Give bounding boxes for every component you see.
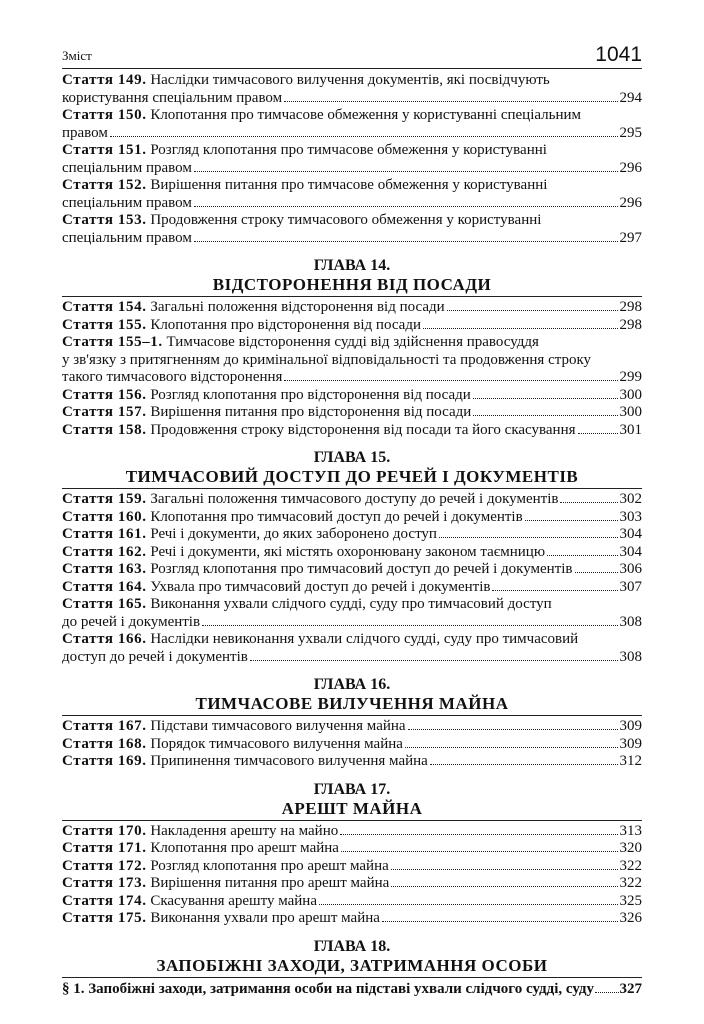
- entry-first-line: [62, 334, 642, 352]
- dot-leader: [250, 660, 618, 661]
- dot-leader: [194, 206, 618, 207]
- toc-entry[interactable]: [62, 875, 642, 893]
- toc-entry[interactable]: [62, 387, 642, 405]
- toc-entry[interactable]: [62, 107, 642, 142]
- entry-text-line: [62, 736, 403, 754]
- page-number: 304: [619, 526, 642, 542]
- entry-first-line: [62, 177, 642, 195]
- article-title-part1: Виконання ухвали слідчого судді, суду про тимчасовий доступ: [150, 596, 552, 612]
- page-number: 307: [619, 578, 642, 595]
- page-number: 322: [619, 875, 642, 891]
- article-number: Стаття 174.: [62, 892, 147, 909]
- dot-leader: [575, 572, 618, 573]
- entry-first-line: [62, 596, 642, 614]
- article-title-part1: Наслідки тимчасового вилучення документів, які посвідчують: [150, 72, 550, 88]
- article-number: Стаття 157.: [62, 404, 147, 420]
- dot-leader: [319, 904, 618, 905]
- chapter-rule: [62, 715, 642, 716]
- dot-leader: [110, 136, 618, 137]
- page-number: 308: [619, 648, 642, 665]
- article-title-part2: такого тимчасового відсторонення: [62, 369, 283, 385]
- entry-text-line: [62, 840, 339, 858]
- article-title-part-middle: у зв'язку з притягненням до кримінальної відповідальності та продовження строку: [62, 351, 592, 368]
- page-number: 303: [619, 508, 642, 525]
- dot-leader: [391, 886, 617, 887]
- header-page-number: 1041: [589, 43, 642, 67]
- toc-entry[interactable]: [62, 142, 642, 177]
- article-title: Вирішення питання про арешт майна: [150, 875, 390, 891]
- article-title-part1: Тимчасове відсторонення судді від здійснення правосуддя: [166, 334, 539, 350]
- chapter-title: ТИМЧАСОВИЙ ДОСТУП ДО РЕЧЕЙ І ДОКУМЕНТІВ: [125, 467, 579, 486]
- chapter-title: АРЕШТ МАЙНА: [281, 798, 423, 818]
- entry-last-line: [62, 369, 642, 387]
- article-number: Стаття 162.: [62, 543, 147, 560]
- chapter-title: ТИМЧАСОВЕ ВИЛУЧЕННЯ МАЙНА: [195, 694, 509, 713]
- article-number: Стаття 169.: [62, 753, 147, 769]
- chapter-heading: [62, 781, 642, 821]
- toc-entry[interactable]: [62, 579, 642, 597]
- page-number: 300: [619, 386, 642, 403]
- article-title: Порядок тимчасового вилучення майна: [150, 735, 403, 752]
- dot-leader: [341, 851, 618, 852]
- chapter-rule: [62, 488, 642, 489]
- entry-text-line: [62, 875, 389, 893]
- page-number: 306: [619, 561, 642, 577]
- page-number: 294: [619, 89, 642, 106]
- dot-leader: [578, 433, 618, 434]
- dot-leader: [430, 764, 618, 765]
- entry-text-line: [62, 893, 317, 911]
- toc-entry[interactable]: [62, 491, 642, 509]
- entry-text-line: [62, 561, 573, 579]
- article-number: Стаття 155–1.: [62, 334, 163, 350]
- section-entry[interactable]: [62, 980, 642, 998]
- entry-first-line: [62, 107, 642, 125]
- page-number: 325: [619, 892, 642, 909]
- article-title-part1: Розгляд клопотання про тимчасове обмеження у користуванні: [150, 142, 547, 158]
- dot-leader: [405, 747, 618, 748]
- article-number: Стаття 160.: [62, 508, 147, 525]
- entry-last-line: [62, 230, 642, 248]
- article-number: Стаття 170.: [62, 822, 147, 839]
- entry-text-line: [62, 509, 523, 527]
- dot-leader: [391, 869, 618, 870]
- toc-entry[interactable]: [62, 858, 642, 876]
- entry-first-line: [62, 212, 642, 230]
- entry-text-line: [62, 753, 428, 771]
- page-number: 326: [619, 910, 642, 926]
- toc-entry[interactable]: [62, 631, 642, 666]
- entry-last-line: [62, 125, 642, 143]
- toc-entry[interactable]: [62, 422, 642, 440]
- chapter-title: ВІДСТОРОНЕННЯ ВІД ПОСАДИ: [212, 275, 492, 294]
- article-title: Ухвала про тимчасовий доступ до речей і документів: [150, 578, 491, 595]
- entry-last-line: [62, 160, 642, 178]
- page-number: 295: [619, 124, 642, 141]
- dot-leader: [194, 171, 618, 172]
- article-title-part1: Продовження строку тимчасового обмеження у користуванні: [150, 212, 542, 228]
- chapter-number: ГЛАВА 16.: [313, 676, 391, 693]
- article-number: Стаття 152.: [62, 177, 147, 193]
- header-section-title: Зміст: [62, 48, 92, 63]
- article-number: Стаття 156.: [62, 386, 147, 403]
- article-number: Стаття 161.: [62, 526, 147, 542]
- dot-leader: [547, 555, 617, 556]
- toc-entry[interactable]: [62, 299, 642, 317]
- toc-entry[interactable]: [62, 596, 642, 631]
- article-number: Стаття 172.: [62, 857, 147, 874]
- entry-last-line: [62, 90, 642, 108]
- article-number: Стаття 164.: [62, 578, 147, 595]
- chapter-heading: [62, 257, 642, 297]
- article-number: Стаття 151.: [62, 142, 147, 158]
- dot-leader: [492, 590, 617, 591]
- toc-entry[interactable]: [62, 561, 642, 579]
- page-number: 313: [619, 822, 642, 839]
- toc-entry[interactable]: [62, 736, 642, 754]
- toc-entry[interactable]: [62, 910, 642, 928]
- article-number: Стаття 171.: [62, 840, 147, 856]
- entry-text-line: [62, 299, 445, 317]
- toc-entry[interactable]: [62, 753, 642, 771]
- chapter-number: ГЛАВА 14.: [313, 257, 391, 274]
- article-title-part1: Клопотання про тимчасове обмеження у користуванні спеціальним: [150, 107, 582, 123]
- toc-entry[interactable]: [62, 212, 642, 247]
- page-number: 309: [619, 718, 642, 734]
- article-title: Підстави тимчасового вилучення майна: [150, 718, 406, 734]
- article-title-part2: спеціальним правом: [62, 229, 192, 246]
- toc-entry[interactable]: [62, 544, 642, 562]
- article-title-part1: Наслідки невиконання ухвали слідчого судді, суду про тимчасовий: [150, 631, 579, 647]
- dot-leader: [525, 520, 618, 521]
- page-number: 327: [619, 980, 642, 997]
- article-title: Клопотання про арешт майна: [150, 840, 339, 856]
- article-title: Розгляд клопотання про відсторонення від посади: [150, 386, 471, 403]
- chapter-heading: [62, 676, 642, 716]
- toc-entry[interactable]: [62, 404, 642, 422]
- article-number: Стаття 168.: [62, 735, 147, 752]
- page-number: 297: [619, 229, 642, 246]
- page-number: 322: [619, 857, 642, 874]
- article-number: Стаття 167.: [62, 718, 147, 734]
- entry-first-line: [62, 72, 642, 90]
- chapter-number: ГЛАВА 18.: [313, 937, 391, 955]
- entry-last-line: [62, 649, 642, 667]
- entry-text-line: [62, 579, 490, 597]
- entry-text-line: [62, 526, 437, 544]
- article-number: Стаття 165.: [62, 596, 147, 612]
- chapter-heading: [62, 938, 642, 978]
- dot-leader: [595, 992, 619, 993]
- page-number: 298: [619, 316, 642, 333]
- page-number: 304: [619, 543, 642, 560]
- page-number: 298: [619, 299, 642, 315]
- article-number: Стаття 166.: [62, 631, 147, 647]
- article-title: Накладення арешту на майно: [150, 822, 339, 839]
- toc-entry[interactable]: [62, 840, 642, 858]
- article-number: Стаття 154.: [62, 299, 147, 315]
- article-title: Речі і документи, до яких заборонено доступ: [150, 526, 437, 542]
- chapter-rule: [62, 296, 642, 297]
- page-number: 296: [619, 159, 642, 176]
- article-title-part2: доступ до речей і документів: [62, 648, 248, 665]
- dot-leader: [284, 101, 617, 102]
- toc-entry[interactable]: [62, 823, 642, 841]
- entry-text-line: [62, 858, 389, 876]
- page-number: 309: [619, 735, 642, 752]
- article-number: Стаття 150.: [62, 107, 147, 123]
- dot-leader: [439, 537, 618, 538]
- dot-leader: [382, 921, 618, 922]
- dot-leader: [560, 502, 617, 503]
- toc-entry[interactable]: [62, 317, 642, 335]
- entry-text-line: [62, 544, 545, 562]
- page-number: 300: [619, 404, 642, 420]
- entry-text-line: [62, 823, 338, 841]
- article-title-part2: спеціальним правом: [62, 159, 192, 176]
- toc-entry[interactable]: [62, 718, 642, 736]
- article-title-part2: спеціальним правом: [62, 194, 192, 211]
- dot-leader: [194, 241, 618, 242]
- toc-entry[interactable]: [62, 72, 642, 107]
- article-title: Розгляд клопотання про тимчасовий доступ до речей і документів: [150, 561, 573, 577]
- article-title: Вирішення питання про відсторонення від посади: [150, 404, 472, 420]
- dot-leader: [447, 310, 618, 311]
- toc-entry[interactable]: [62, 509, 642, 527]
- dot-leader: [340, 834, 617, 835]
- dot-leader: [473, 398, 618, 399]
- article-title: Клопотання про тимчасовий доступ до речей і документів: [150, 508, 523, 525]
- article-title: Скасування арешту майна: [150, 892, 317, 909]
- article-title-part2: користування спеціальним правом: [62, 89, 283, 106]
- entry-text-line: [62, 387, 471, 405]
- article-title: Загальні положення тимчасового доступу до речей і документів: [150, 491, 559, 507]
- chapter-number: ГЛАВА 15.: [313, 449, 391, 466]
- article-number: Стаття 158.: [62, 421, 147, 438]
- toc-entry[interactable]: [62, 334, 642, 387]
- article-title-part1: Вирішення питання про тимчасове обмеження у користуванні: [150, 177, 548, 193]
- chapter-rule: [62, 977, 642, 978]
- entry-text-line: [62, 491, 558, 509]
- entry-last-line: [62, 195, 642, 213]
- article-number: Стаття 153.: [62, 212, 147, 228]
- page-number: 320: [619, 840, 642, 856]
- article-title: Виконання ухвали про арешт майна: [150, 910, 380, 926]
- article-title: Речі і документи, які містять охоронювану законом таємницю: [150, 543, 546, 560]
- entry-text-line: [62, 718, 406, 736]
- article-title-part2: до речей і документів: [62, 613, 201, 630]
- page-number: 296: [619, 194, 642, 211]
- page-number: 302: [619, 491, 642, 507]
- article-number: Стаття 173.: [62, 875, 147, 891]
- toc-entry[interactable]: [62, 177, 642, 212]
- toc-entry[interactable]: [62, 893, 642, 911]
- article-number: Стаття 159.: [62, 491, 147, 507]
- page-number: 299: [619, 369, 642, 385]
- article-number: Стаття 155.: [62, 316, 147, 333]
- page-number: 308: [619, 613, 642, 630]
- dot-leader: [408, 729, 618, 730]
- dot-leader: [202, 625, 617, 626]
- article-title: Клопотання про відсторонення від посади: [150, 316, 421, 333]
- article-title: Продовження строку відсторонення від посади та його скасування: [150, 421, 576, 438]
- entry-text-line: [62, 404, 471, 422]
- toc-entry[interactable]: [62, 526, 642, 544]
- section-title: § 1. Запобіжні заходи, затримання особи на підставі ухвали слідчого судді, суду: [62, 980, 594, 997]
- page-number: 312: [619, 753, 642, 769]
- dot-leader: [423, 328, 618, 329]
- article-title: Загальні положення відсторонення від посади: [150, 299, 445, 315]
- entry-text-line: [62, 422, 576, 440]
- dot-leader: [284, 380, 617, 381]
- page-number: 301: [619, 421, 642, 438]
- article-title: Розгляд клопотання про арешт майна: [150, 857, 389, 874]
- article-title: Припинення тимчасового вилучення майна: [150, 753, 428, 769]
- running-header: [62, 44, 642, 69]
- article-title-part2: правом: [62, 124, 108, 141]
- entry-last-line: [62, 614, 642, 632]
- entry-text-line: [62, 317, 421, 335]
- article-number: Стаття 175.: [62, 910, 147, 926]
- dot-leader: [473, 415, 617, 416]
- article-number: Стаття 163.: [62, 561, 147, 577]
- chapter-rule: [62, 820, 642, 821]
- chapter-heading: [62, 449, 642, 489]
- entry-first-line: [62, 142, 642, 160]
- chapter-title: ЗАПОБІЖНІ ЗАХОДИ, ЗАТРИМАННЯ ОСОБИ: [156, 955, 548, 975]
- table-of-contents: [62, 72, 642, 998]
- article-number: Стаття 149.: [62, 72, 147, 88]
- entry-first-line: [62, 631, 642, 649]
- chapter-number: ГЛАВА 17.: [313, 780, 391, 798]
- entry-text-line: [62, 910, 380, 928]
